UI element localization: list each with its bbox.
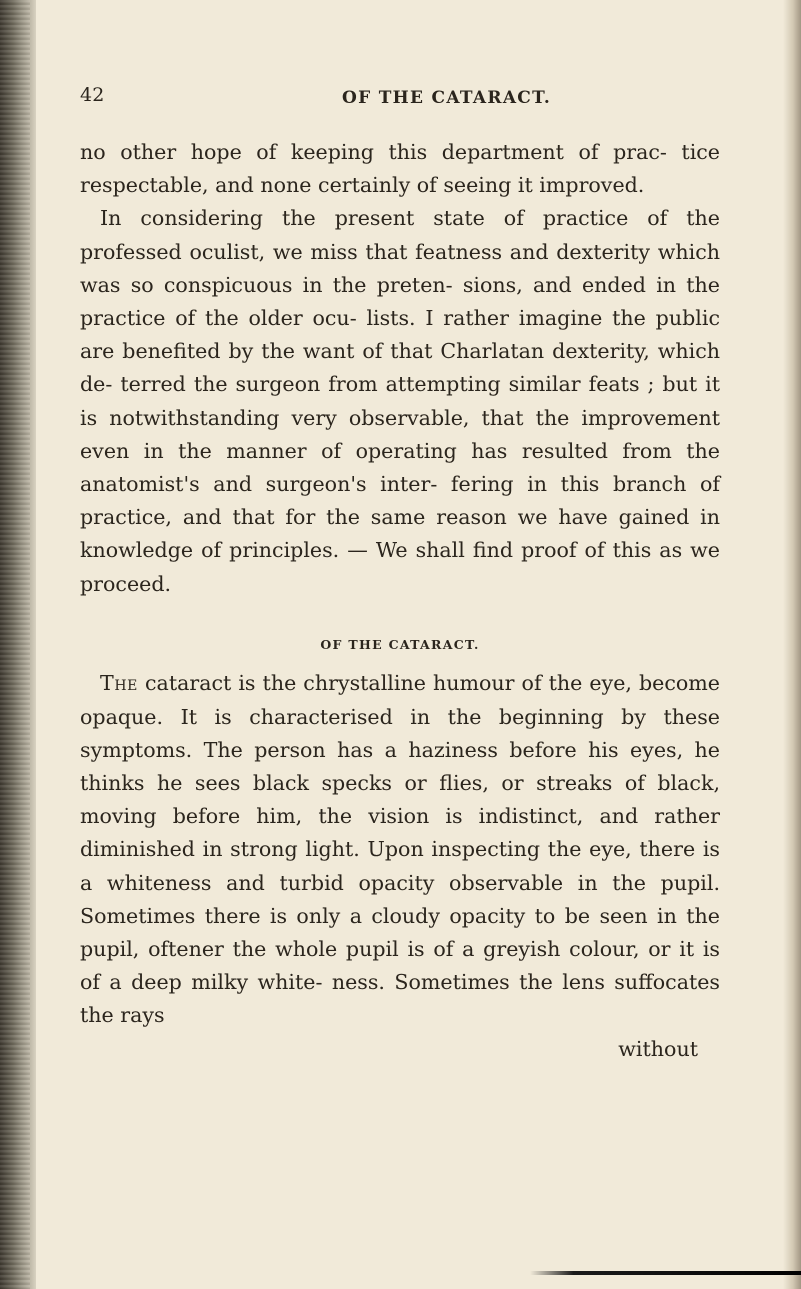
section-heading: OF THE CATARACT.: [320, 636, 480, 652]
catchword: without: [618, 1036, 698, 1061]
section-first-word: The: [100, 671, 138, 696]
running-title: OF THE CATARACT.: [342, 88, 552, 108]
cataract-paragraph-text: cataract is the chrystalline humour of the eye, become opaque. It is characterised in the beginning by these symptoms. The person has a haziness before his eyes, he thinks he sees black specks or flies, or streaks of black, moving before him, the vision is indistinct, and rather diminished in strong light. Upon inspecting the eye, there is a whiteness and turbid opacity observable in the pupil. Sometimes there is only a cloudy opacity to be seen in the pupil, oftener the whole pupil is of a greyish colour, or it is of a deep milky white- ness. Sometimes the lens suffocates the rays: [80, 671, 720, 1028]
running-header: [60, 86, 750, 114]
practice-paragraph: In considering the present state of practice of the professed oculist, we miss that featness and dexterity which was so conspicuous in the preten- sions, and ended in the practice of the older ocu- lists. I rather imagine the public are benefited by the want of that Charlatan dexterity, which de- terred the surgeon from attempting similar feats ; but it is notwithstanding very observable, that the improvement even in the manner of operating has resulted from the anatomist's and surgeon's inter- fering in this branch of practice, and that for the same reason we have gained in knowledge of principles. — We shall find proof of this as we proceed.: [80, 206, 720, 596]
cataract-paragraph: [80, 667, 720, 1032]
page-body-text: [80, 136, 720, 1066]
book-page: [60, 0, 750, 1289]
page-number: 42: [80, 84, 105, 106]
page-right-edge-shadow: [783, 0, 801, 1289]
binding-page-stack: [0, 0, 30, 1289]
continued-paragraph: no other hope of keeping this department of prac- tice respectable, and none certainly of seeing it improved.: [80, 140, 720, 198]
